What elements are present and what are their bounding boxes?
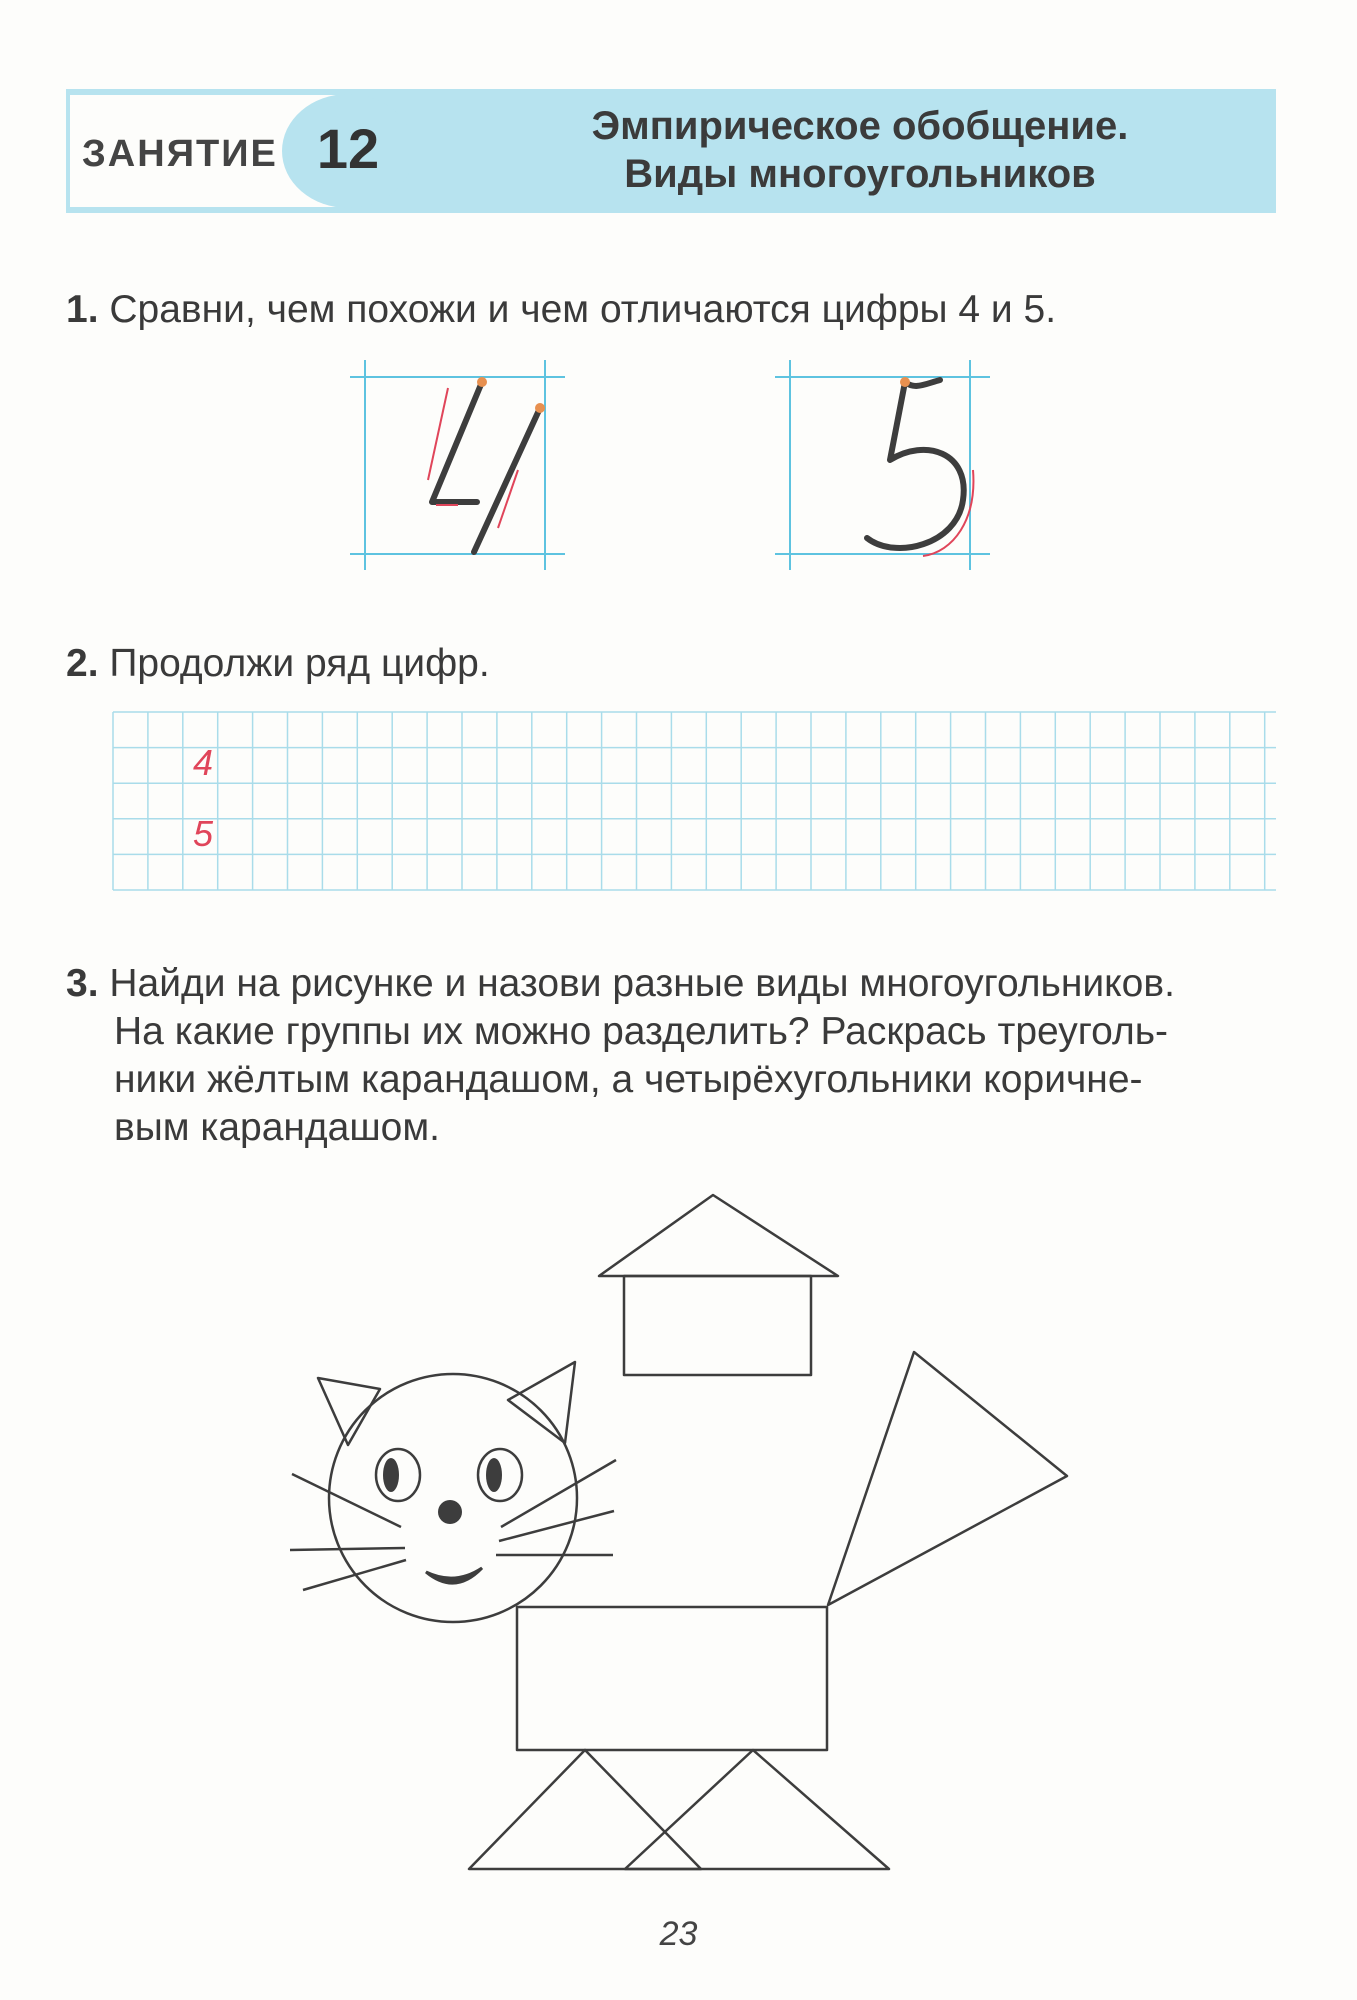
title-line-1: Эмпирическое обобщение. bbox=[591, 104, 1129, 148]
lesson-number: 12 bbox=[316, 117, 380, 180]
title-line-2: Виды многоугольников bbox=[624, 152, 1096, 196]
cat-back-leg-triangle bbox=[625, 1750, 889, 1869]
right-ear-triangle bbox=[508, 1362, 575, 1443]
task-3-line-1: 3. Найди на рисунке и назови разные виды многоугольников. bbox=[66, 962, 1175, 1005]
task-1-number: 1. bbox=[66, 288, 99, 331]
lesson-label: ЗАНЯТИЕ bbox=[82, 133, 278, 175]
house-rectangle bbox=[624, 1276, 811, 1375]
page-number: 23 bbox=[659, 1915, 698, 1953]
task-3-line-3: ники жёлтым карандашом, а четырёхугольники коричне- bbox=[114, 1058, 1143, 1101]
task-3-number: 3. bbox=[66, 962, 99, 1005]
house-roof-triangle bbox=[599, 1195, 838, 1276]
task-1-text: Сравни, чем похожи и чем отличаются цифры 4 и 5. bbox=[109, 288, 1057, 331]
task-2-text: Продолжи ряд цифр. bbox=[109, 642, 490, 685]
grid-sample-digit-5: 5 bbox=[193, 813, 214, 854]
task-3-line-4: вым карандашом. bbox=[114, 1106, 440, 1149]
left-ear-triangle bbox=[318, 1378, 380, 1445]
grid-sample-digit-4: 4 bbox=[193, 742, 214, 783]
cat-head-circle bbox=[329, 1374, 577, 1622]
task-3-line-2: На какие группы их можно разделить? Раскрась треуголь- bbox=[114, 1010, 1169, 1053]
cat-tail-triangle bbox=[828, 1352, 1067, 1605]
cat-front-leg-triangle bbox=[469, 1750, 701, 1869]
cat-body-rectangle bbox=[517, 1607, 827, 1750]
task-2-number: 2. bbox=[66, 642, 99, 685]
